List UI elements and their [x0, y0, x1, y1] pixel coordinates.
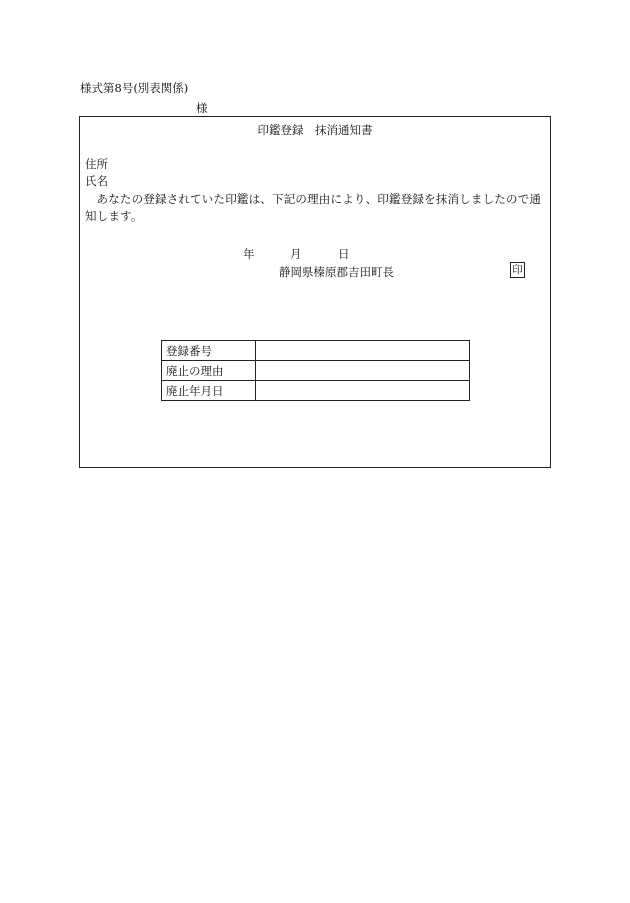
address-label: 住所	[85, 157, 108, 171]
date-month-label: 月	[290, 247, 302, 261]
row-value-abolition-date	[256, 381, 470, 401]
row-label-registration-number: 登録番号	[162, 341, 256, 361]
date-line	[80, 246, 550, 262]
row-label-abolition-date: 廃止年月日	[162, 381, 256, 401]
form-number: 様式第8号(別表関係)	[80, 81, 189, 95]
table-row	[162, 381, 470, 401]
issuer-name: 静岡県榛原郡吉田町長	[279, 265, 394, 279]
notice-body: あなたの登録されていた印鑑は、下記の理由により、印鑑登録を抹消しましたので通知します。	[85, 192, 542, 223]
row-value-registration-number	[256, 341, 470, 361]
notice-title: 印鑑登録 抹消通知書	[257, 123, 373, 137]
seal-mark: 印	[510, 262, 525, 278]
name-label: 氏名	[85, 174, 108, 188]
row-label-abolition-reason: 廃止の理由	[162, 361, 256, 381]
date-day-label: 日	[338, 247, 350, 261]
date-year-label: 年	[243, 247, 255, 261]
recipient-suffix: 様	[196, 101, 208, 115]
notice-frame	[79, 116, 551, 468]
row-value-abolition-reason	[256, 361, 470, 381]
table-row	[162, 361, 470, 381]
details-table	[161, 340, 470, 401]
table-row	[162, 341, 470, 361]
